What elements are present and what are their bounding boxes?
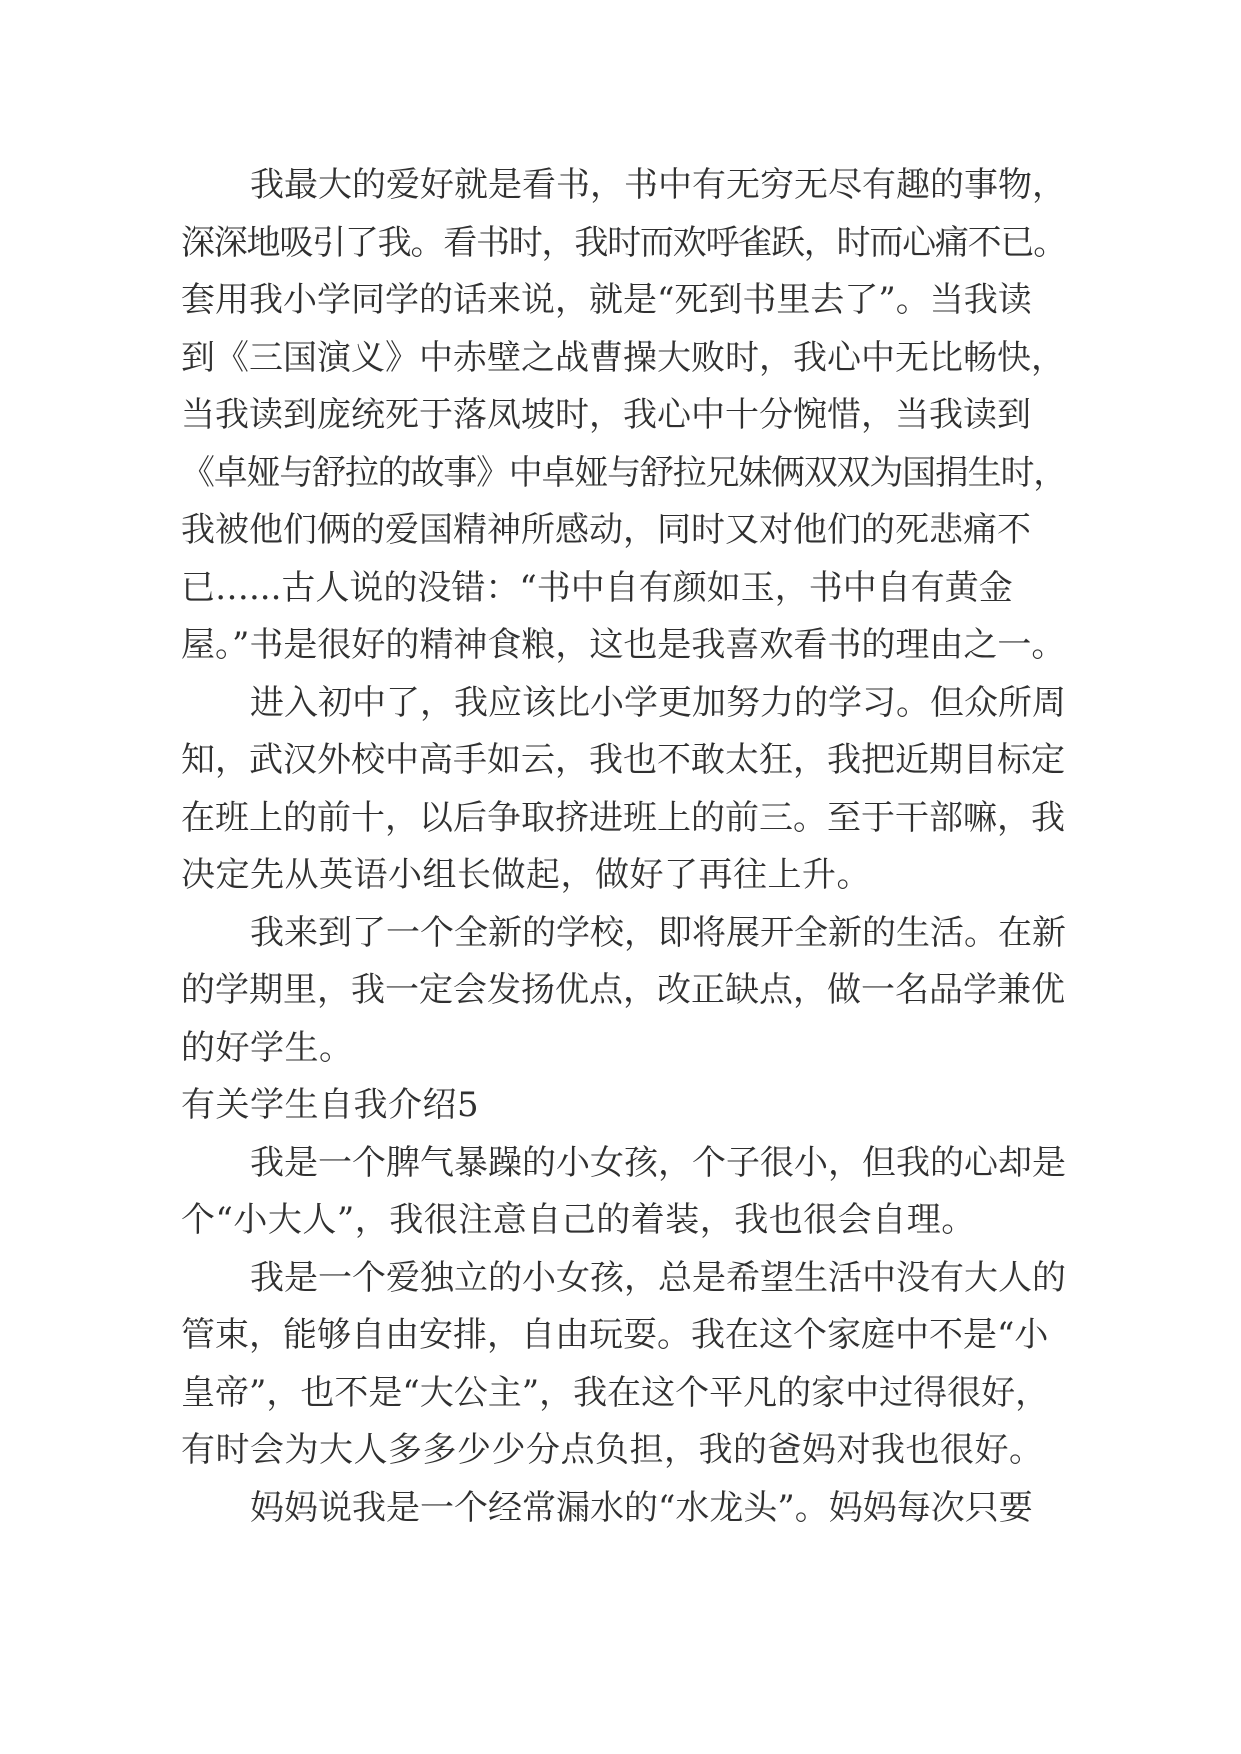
- text-line: 深深地吸引了我。看书时，我时而欢呼雀跃，时而心痛不已。: [181, 222, 1066, 263]
- text-line: 屋。”书是很好的精神食粮，这也是我喜欢看书的理由之一。: [181, 625, 1066, 665]
- text-line: 有时会为大人多多少少分点负担，我的爸妈对我也很好。: [181, 1430, 1044, 1470]
- document-content: [181, 157, 1066, 1537]
- section-heading: [181, 1077, 1066, 1135]
- text-line: 到《三国演义》中赤壁之战曹操大败时，我心中无比畅快，: [181, 337, 1065, 378]
- text-line: 套用我小学同学的话来说，就是“死到书里去了”。当我读: [181, 280, 1032, 320]
- heading-line: 有关学生自我介绍5: [181, 1085, 480, 1125]
- text-line: 决定先从英语小组长做起，做好了再往上升。: [181, 855, 871, 895]
- text-line: 知，武汉外校中高手如云，我也不敢太狂，我把近期目标定: [181, 740, 1065, 780]
- text-line: 我是一个爱独立的小女孩，总是希望生活中没有大人的: [250, 1257, 1066, 1298]
- text-line: 我是一个脾气暴躁的小女孩，个子很小，但我的心却是: [250, 1142, 1066, 1183]
- text-line: 当我读到庞统死于落凤坡时，我心中十分惋惜，当我读到: [181, 395, 1031, 435]
- text-line: 管束，能够自由安排，自由玩耍。我在这个家庭中不是“小: [181, 1315, 1049, 1355]
- text-line: 个“小大人”，我很注意自己的着装，我也很会自理。: [181, 1200, 976, 1240]
- text-line: 我最大的爱好就是看书，书中有无穷无尽有趣的事物，: [250, 165, 1066, 205]
- text-line: 已…...古人说的没错：“书中自有颜如玉，书中自有黄金: [181, 567, 1013, 608]
- text-line: 妈妈说我是一个经常漏水的“水龙头”。妈妈每次只要: [250, 1487, 1033, 1528]
- paragraph: [181, 1135, 1066, 1250]
- paragraph: [181, 905, 1066, 1078]
- text-line: 进入初中了，我应该比小学更加努力的学习。但众所周: [250, 682, 1066, 723]
- paragraph: [181, 1250, 1066, 1480]
- text-line: 在班上的前十，以后争取挤进班上的前三。至于干部嘛，我: [181, 797, 1065, 838]
- text-line: 皇帝”，也不是“大公主”，我在这个平凡的家中过得很好，: [181, 1372, 1050, 1413]
- text-line: 我来到了一个全新的学校，即将展开全新的生活。在新: [250, 912, 1066, 953]
- paragraph: [181, 675, 1066, 905]
- text-line: 的学期里，我一定会发扬优点，改正缺点，做一名品学兼优: [181, 970, 1065, 1010]
- paragraph: [181, 1480, 1066, 1538]
- text-line: 《卓娅与舒拉的故事》中卓娅与舒拉兄妹俩双双为国捐生时，: [181, 452, 1066, 493]
- paragraph: [181, 157, 1066, 675]
- text-line: 的好学生。: [181, 1027, 354, 1068]
- text-line: 我被他们俩的爱国精神所感动，同时又对他们的死悲痛不: [181, 510, 1031, 550]
